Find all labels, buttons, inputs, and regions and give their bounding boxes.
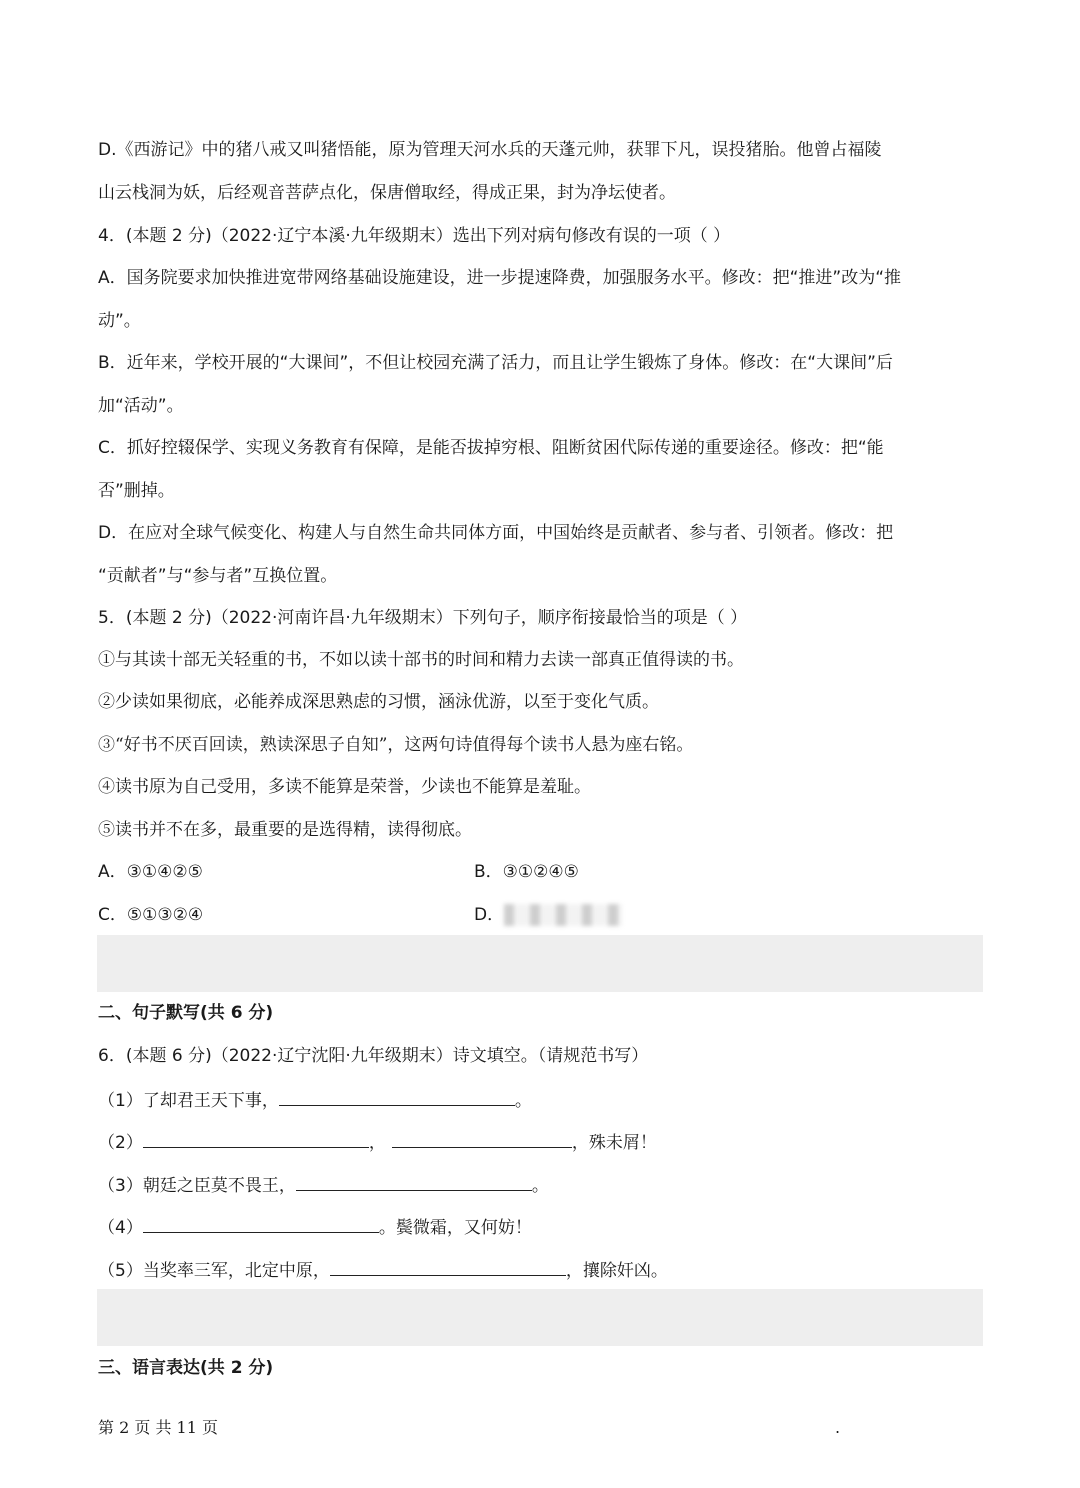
q6-blank-2-suffix: ，殊未屑！ [571, 1133, 657, 1153]
answer-area-band-2 [97, 1289, 983, 1346]
q4-option-c-line1: C．抓好控辍保学、实现义务教育有保障，是能否拔掉穷根、阻断贫困代际传递的重要途径。修改：把“能 [98, 438, 884, 458]
q6-blank-4 [98, 1214, 988, 1240]
q5-option-b-value: ③①②④⑤ [502, 862, 579, 882]
q5-sentence-2: ②少读如果彻底，必能养成深思熟虑的习惯，涵泳优游，以至于变化气质。 [98, 692, 659, 712]
q5-option-d-label: D． [474, 905, 505, 925]
q6-blank-2-prefix: （2） [98, 1133, 143, 1153]
q6-blank-1-prefix: （1）了却君王天下事， [98, 1091, 279, 1111]
page-number: 第 2 页 共 11 页 [98, 1418, 218, 1437]
q5-sentence-1: ①与其读十部无关轻重的书，不如以读十部书的时间和精力去读一部真正值得读的书。 [98, 650, 744, 670]
q5-sentence-5: ⑤读书并不在多，最重要的是选得精，读得彻底。 [98, 820, 472, 840]
q3-option-d-line2: 山云栈洞为妖，后经观音菩萨点化，保唐僧取经，得成正果，封为净坛使者。 [98, 183, 676, 203]
q6-blank-5-prefix: （5）当奖率三军，北定中原， [98, 1261, 330, 1281]
fill-blank[interactable] [143, 1129, 369, 1148]
q4-option-c-line2: 否”删掉。 [98, 481, 175, 501]
q6-blank-3 [98, 1172, 988, 1198]
q6-blank-2-mid: ， [368, 1133, 386, 1153]
q6-blank-5-suffix: ，攘除奸凶。 [565, 1261, 668, 1281]
q5-option-a-value: ③①④②⑤ [126, 862, 203, 882]
q6-blank-4-suffix: 。鬓微霜，又何妨！ [378, 1218, 532, 1238]
q4-option-d-line1: D．在应对全球气候变化、构建人与自然生命共同体方面，中国始终是贡献者、参与者、引领者。修改：把 [98, 523, 894, 543]
footer-dot: . [835, 1418, 841, 1437]
fill-blank[interactable] [279, 1087, 515, 1106]
q5-option-d [474, 903, 622, 927]
section3-heading: 三、语言表达(共 2 分) [98, 1358, 274, 1378]
q6-stem: 6．(本题 6 分)（2022·辽宁沈阳·九年级期末）诗文填空。（请规范书写） [98, 1046, 649, 1066]
q6-blank-3-prefix: （3）朝廷之臣莫不畏王， [98, 1176, 296, 1196]
q5-option-b [474, 860, 579, 884]
answer-area-band-1 [97, 935, 983, 992]
q4-stem: 4．(本题 2 分)（2022·辽宁本溪·九年级期末）选出下列对病句修改有误的一项（ ） [98, 226, 731, 246]
q5-option-c-value: ⑤①③②④ [126, 905, 204, 925]
q6-blank-3-suffix: 。 [531, 1176, 549, 1196]
q6-blank-2 [98, 1129, 988, 1155]
q4-option-d-line2: “贡献者”与“参与者”互换位置。 [98, 566, 338, 586]
fill-blank[interactable] [143, 1214, 379, 1233]
q5-option-c-label: C． [98, 905, 127, 925]
q5-stem: 5．(本题 2 分)（2022·河南许昌·九年级期末）下列句子，顺序衔接最恰当的项是（ ） [98, 608, 748, 628]
q5-option-b-label: B． [474, 862, 503, 882]
q4-option-b-line1: B．近年来，学校开展的“大课间”，不但让校园充满了活力，而且让学生锻炼了身体。修改：在“大课间”后 [98, 353, 893, 373]
q6-blank-1-suffix: 。 [514, 1091, 532, 1111]
section2-heading: 二、句子默写(共 6 分) [98, 1003, 274, 1023]
blurred-answer-region [504, 904, 622, 926]
q5-option-a [98, 860, 203, 884]
q6-blank-4-prefix: （4） [98, 1218, 143, 1238]
q6-blank-1 [98, 1087, 988, 1113]
q5-option-a-label: A． [98, 862, 127, 882]
q4-option-a-line2: 动”。 [98, 311, 141, 331]
q6-blank-5 [98, 1257, 988, 1283]
q4-option-b-line2: 加“活动”。 [98, 396, 184, 416]
fill-blank[interactable] [330, 1257, 566, 1276]
fill-blank[interactable] [296, 1172, 532, 1191]
q5-sentence-4: ④读书原为自己受用，多读不能算是荣誉，少读也不能算是羞耻。 [98, 777, 591, 797]
fill-blank[interactable] [392, 1129, 572, 1148]
q5-sentence-3: ③“好书不厌百回读，熟读深思子自知”，这两句诗值得每个读书人悬为座右铭。 [98, 735, 694, 755]
q4-option-a-line1: A．国务院要求加快推进宽带网络基础设施建设，进一步提速降费，加强服务水平。修改：把“推进”改为“推 [98, 268, 902, 288]
q5-option-c [98, 903, 203, 927]
q3-option-d-line1: D.《西游记》中的猪八戒又叫猪悟能，原为管理天河水兵的天蓬元帅，获罪下凡，误投猪胎。他曾占福陵 [98, 140, 882, 160]
